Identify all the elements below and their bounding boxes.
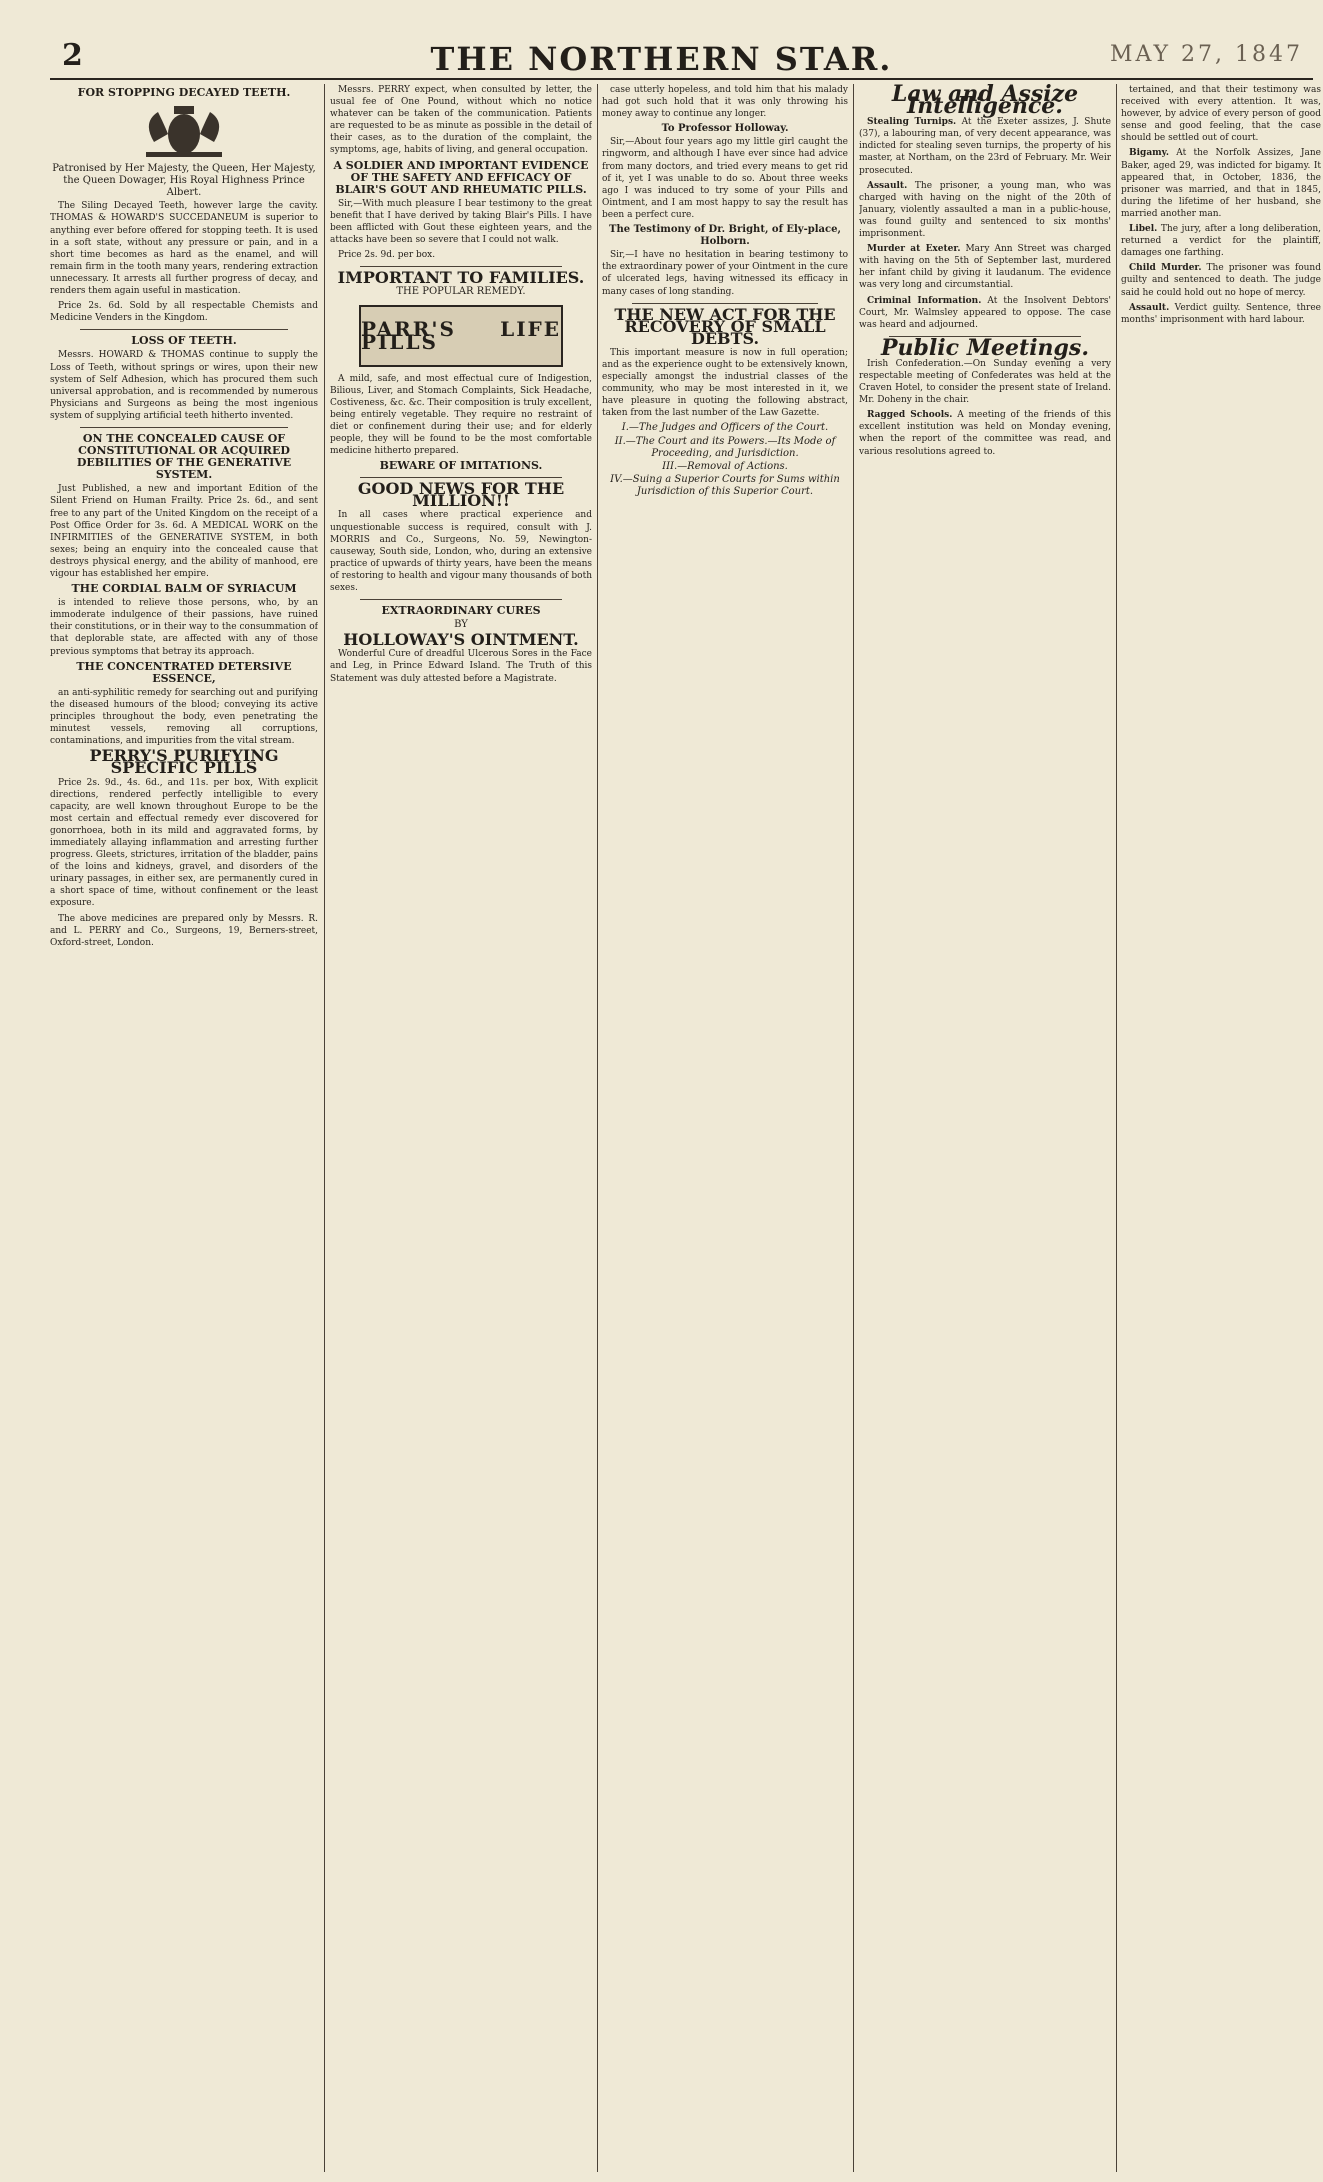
ad-title-detersive-essence: THE CONCENTRATED DETERSIVE ESSENCE, <box>76 659 292 685</box>
divider <box>632 303 818 304</box>
ad-body: Price 2s. 9d., 4s. 6d., and 11s. per box, With explicit directions, rendered perfectly intelligible to every capacity, are well known throughout Europe to be the most certain and effectual remedy ever discovered for gonorrhoea, both in its mild and aggravated forms, by immediately allaying inflammation and arresting further progress. Gleets, strictures, irritation of the bladder, pains of the loins and kidneys, gravel, and disorders of the urinary passages, in either sex, are permanently cured in a short space of time, without confinement or the least exposure. <box>50 777 318 909</box>
divider <box>360 266 562 267</box>
masthead-rule <box>50 78 1313 80</box>
item-title: Ragged Schools. <box>867 410 953 421</box>
ad-body: Messrs. HOWARD & THOMAS continue to supply the Loss of Teeth, without springs or wires, upon their new system of Self Adhesion, which has procured them such universal approbation, and is recommended by numerous Physicians and Surgeons as being the most ingenious system of supplying artificial teeth hitherto invented. <box>50 350 318 421</box>
article-part: II.—The Court and its Powers.—Its Mode of Proceeding, and Jurisdiction. <box>614 435 836 459</box>
ad-title-debilities: ON THE CONCEALED CAUSE OF CONSTITUTIONAL OR ACQUIRED DEBILITIES OF THE GENERATIVE SYSTEM. <box>76 431 292 482</box>
letter-body: Sir,—About four years ago my little girl caught the ringworm, and although I have ever since had advice from many doctors, and tried every means to get rid of it, yet I was unable to do so. About three weeks ago I was induced to try some of your Pills and Ointment, and I am most happy to say the result has been a perfect cure. <box>602 137 848 220</box>
article-body: This important measure is now in full operation; and as the experience ought to be extensively known, especially amongst the industrial classes of the community, who may be most interested in it, we have pleasure in quoting the following abstract, taken from the last number of the Law Gazette. <box>602 347 848 419</box>
column-4 <box>859 84 1111 2174</box>
ad-body: Wonderful Cure of dreadful Ulcerous Sores in the Face and Leg, in Prince Edward Island. The Truth of this Statement was duly attested before a Magistrate. <box>330 649 592 684</box>
meeting-body: A meeting of the friends of this excellent institution was held on Monday evening, when the report of the committee was read, and various resolutions agreed to. <box>859 410 1111 457</box>
article-title-small-debts: THE NEW ACT FOR THE RECOVERY OF SMALL DEBTS. <box>614 304 836 348</box>
ad-body: The Siling Decayed Teeth, however large the cavity. THOMAS & HOWARD'S SUCCEDANEUM is superior to anything ever before offered for stopping teeth. It is used in a soft state, without any pressure or pain, and in a short time becomes as hard as the enamel, and will remain firm in the tooth many years, rendering extraction unnecessary. It arrests all further progress of decay, and renders them again useful in mastication. <box>50 201 318 297</box>
ad-title-blairs-pills: A SOLDIER AND IMPORTANT EVIDENCE OF THE SAFETY AND EFFICACY OF BLAIR'S GOUT AND RHEUMATIC PILLS. <box>333 158 589 196</box>
ad-price: Price 2s. 6d. Sold by all respectable Chemists and Medicine Venders in the Kingdom. <box>50 301 318 324</box>
column-2 <box>330 84 592 2174</box>
page-number: 2 <box>62 38 83 73</box>
item-body: At the Exeter assizes, J. Shute (37), a labouring man, of very decent appearance, was indicted for stealing seven turnips, the property of his master, at Northam, on the 23rd of February. Mr. Weir prosecuted. <box>859 117 1111 176</box>
article-part: IV.—Suing a Superior Courts for Sums within Jurisdiction of this Superior Court. <box>610 473 840 497</box>
ad-patrons: Patronised by Her Majesty, the Queen, Her Majesty, the Queen Dowager, His Royal Highness Prince Albert. <box>52 163 316 199</box>
ad-title-stopping-teeth: FOR STOPPING DECAYED TEETH. <box>77 86 291 99</box>
date-stamp: MAY 27, 1847 <box>1109 42 1303 67</box>
royal-arms-icon <box>124 102 244 160</box>
section-title-meetings: Public Meetings. <box>881 334 1089 361</box>
item-title: Child Murder. <box>1129 263 1202 274</box>
letter-body: Sir,—I have no hesitation in bearing testimony to the extraordinary power of your Ointment in the cure of ulcerated legs, having witnessed its efficacy in many cases of long standing. <box>602 250 848 297</box>
item-title: Assault. <box>1129 302 1170 313</box>
masthead <box>0 0 1323 78</box>
column-divider <box>597 84 598 2172</box>
column-1 <box>50 84 318 2174</box>
item-title: Stealing Turnips. <box>867 117 957 128</box>
item-title: Assault. <box>867 180 908 191</box>
item-body: Mary Ann Street was charged with having on the 5th of September last, murdered her infant child by giving it laudanum. The evidence was very long and circumstantial. <box>859 244 1111 291</box>
divider <box>80 427 288 428</box>
ad-body: Sir,—With much pleasure I bear testimony to the great benefit that I have derived by taking Blair's Pills. I have been afflicted with Gout these eighteen years, and the attacks have been so severe that I could not walk. <box>330 198 592 246</box>
ad-body: Just Published, a new and important Edition of the Silent Friend on Human Frailty. Price 2s. 6d., and sent free to any part of the United Kingdom on the receipt of a Post Office Order for 3s. 6d. A MEDICAL WORK on the INFIRMITIES of the GENERATIVE SYSTEM, in both sexes; being an enquiry into the concealed cause that destroys physical energy, and the ability of manhood, ere vigour has established her empire. <box>50 484 318 579</box>
divider <box>360 477 562 478</box>
article-part: III.—Removal of Actions. <box>662 460 788 472</box>
ad-body: is intended to relieve those persons, who, by an immoderate indulgence of their passions, have ruined their constitutions, or in their way to the consummation of that deplorable state, are affected with any of those previous symptoms that betray its approach. <box>50 598 318 657</box>
item-body: The jury, after a long deliberation, returned a verdict for the plaintiff, damages one farthing. <box>1121 224 1321 259</box>
item-title: Bigamy. <box>1129 148 1170 159</box>
parrs-life-pills-banner: PARR'S LIFE PILLS <box>359 305 563 367</box>
ad-title-loss-teeth: LOSS OF TEETH. <box>131 334 237 348</box>
item-body: tertained, and that their testimony was received with every attention. It was, however, by advice of every person of good sense and good feeling, that the case should be settled out of court. <box>1121 85 1321 144</box>
divider <box>360 599 562 600</box>
article-part: I.—The Judges and Officers of the Court. <box>621 422 829 434</box>
ad-price: Price 2s. 9d. per box. <box>338 250 436 261</box>
item-body: At the Norfolk Assizes, Jane Baker, aged 29, was indicted for bigamy. It appeared that, in October, 1836, the prisoner was married, and that in 1845, during the lifetime of her husband, she married another man. <box>1121 148 1321 219</box>
meeting-body: Irish Confederation.—On Sunday evening a very respectable meeting of Confederates was held at the Craven Hotel, to consider the present state of Ireland. Mr. Doheny in the chair. <box>859 358 1111 406</box>
ad-body: A mild, safe, and most effectual cure of Indigestion, Bilious, Liver, and Stomach Complaints, Sick Headache, Costiveness, &c. &c. Their composition is truly excellent, being entirely vegetable. They require no restraint of diet or confinement during their use; and for elderly people, they will be found to be the most comfortable medicine hitherto prepared. <box>330 373 592 457</box>
divider <box>80 329 288 330</box>
ad-body: Messrs. PERRY expect, when consulted by letter, the usual fee of One Pound, without which no notice whatever can be taken of the communication. Patients are requested to be as minute as possible in the detail of their cases, as to the duration of the complaint, the symptoms, age, habits of living, and general occupation. <box>330 85 592 156</box>
item-title: Murder at Exeter. <box>867 244 961 255</box>
ad-title-extraordinary-cures: EXTRAORDINARY CURES <box>381 604 541 618</box>
ad-body: case utterly hopeless, and told him that his malady had got such hold that it was only throwing his money away to continue any longer. <box>602 85 848 120</box>
ad-title-good-news: GOOD NEWS FOR THE MILLION!! <box>357 479 565 511</box>
ad-warning: BEWARE OF IMITATIONS. <box>379 459 543 473</box>
item-title: Criminal Information. <box>867 295 982 306</box>
ad-footer: The above medicines are prepared only by Messrs. R. and L. PERRY and Co., Surgeons, 19, Berners-street, Oxford-street, London. <box>50 913 318 948</box>
ad-subtitle: THE POPULAR REMEDY. <box>396 286 526 298</box>
item-body: The prisoner was found guilty and sentenced to death. The judge said he could hold out no hope of mercy. <box>1121 263 1321 298</box>
item-title: Libel. <box>1129 224 1158 235</box>
item-body: At the Insolvent Debtors' Court, Mr. Walmsley appeared to oppose. The case was heard and adjourned. <box>859 295 1111 330</box>
letter-title: To Professor Holloway. <box>661 123 789 135</box>
column-3 <box>602 84 848 2174</box>
ad-title-cordial-balm: THE CORDIAL BALM OF SYRIACUM <box>71 582 297 596</box>
item-body: Verdict guilty. Sentence, three months' imprisonment with hard labour. <box>1121 302 1321 325</box>
ad-body: an anti-syphilitic remedy for searching out and purifying the diseased humours of the blood; conveying its active principles throughout the body, even penetrating the minutest vessels, removing all corruptions, contaminations, and impurities from the vital stream. <box>50 687 318 747</box>
column-divider <box>1116 84 1117 2172</box>
letter-title: The Testimony of Dr. Bright, of Ely-place, Holborn. <box>609 224 841 248</box>
item-body: The prisoner, a young man, who was charged with having on the night of the 20th of January, violently assaulted a man in a public-house, was found guilty and sentenced to six months' imprisonment. <box>859 180 1111 240</box>
column-divider <box>324 84 325 2172</box>
ad-title-families: IMPORTANT TO FAMILIES. <box>337 268 585 288</box>
column-divider <box>853 84 854 2172</box>
ad-brand-holloway: HOLLOWAY'S OINTMENT. <box>343 630 579 650</box>
column-5 <box>1121 84 1321 2174</box>
ad-body: In all cases where practical experience and unquestionable success is required, consult with J. MORRIS and Co., Surgeons, No. 59, Newington-causeway, South side, London, who, during an extensive practice of upwards of thirty years, have been the means of restoring to health and vigour many thousands of both sexes. <box>330 510 592 593</box>
newspaper-title: THE NORTHERN STAR. <box>430 40 893 78</box>
ad-by: BY <box>454 619 468 631</box>
ad-title-perry-pills: PERRY'S PURIFYING SPECIFIC PILLS <box>89 746 279 778</box>
section-title-law: Law and Assize Intelligence. <box>891 84 1079 120</box>
